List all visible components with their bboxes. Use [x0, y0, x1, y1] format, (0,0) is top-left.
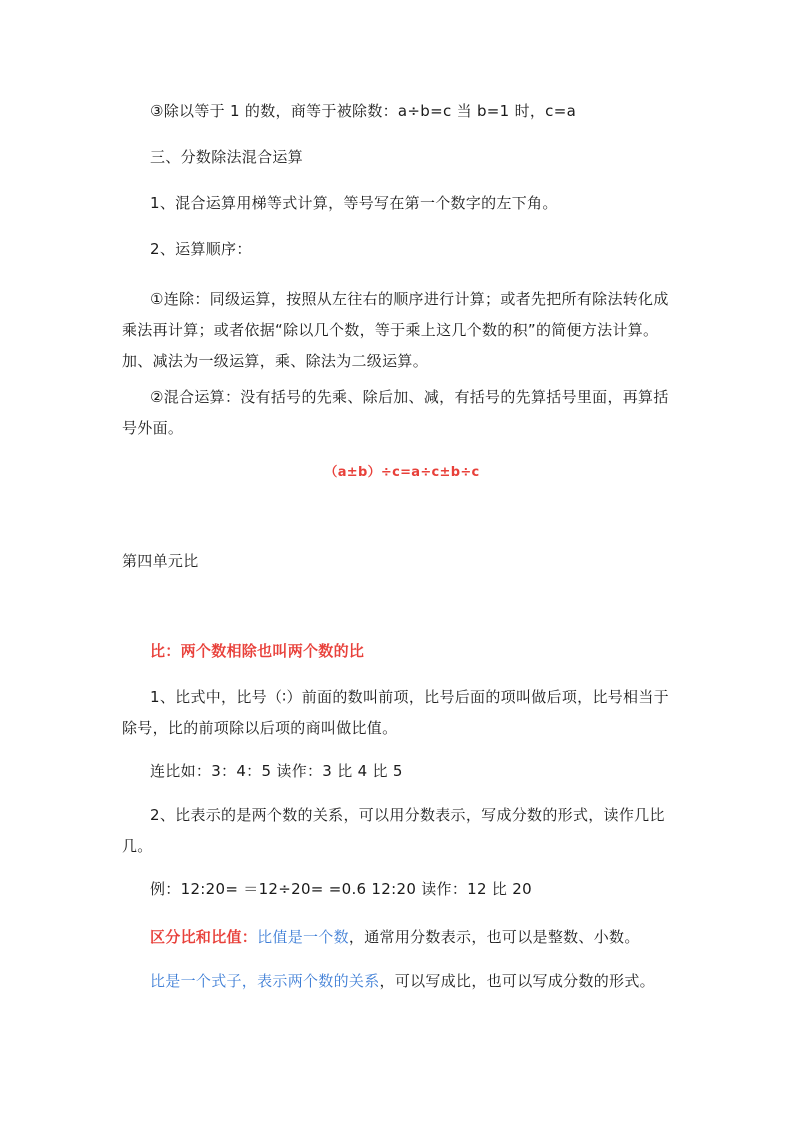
continued-ratio-text: 连比如：3：4：5 读作：3 比 4 比 5 [150, 762, 403, 780]
worked-example-text: 例：12:20= ＝12÷20= =0.6 12:20 读作：12 比 20 [150, 880, 532, 898]
ratio-definition [122, 636, 682, 667]
ratio-terms-text: 1、比式中，比号（∶）前面的数叫前项，比号后面的项叫做后项，比号相当于除号，比的前项除以后项的商叫做比值。 [122, 688, 669, 737]
distinguish-ratio-and-value [122, 922, 682, 953]
distributive-formula [122, 457, 682, 488]
ratio-definition-text: 比：两个数相除也叫两个数的比 [150, 642, 365, 660]
formula-text: （a±b）÷c=a÷c±b÷c [324, 465, 480, 480]
distinguish-rest: ，通常用分数表示，也可以是整数、小数。 [348, 928, 640, 946]
ratio-terms-explanation [122, 682, 682, 744]
point-2-text: 2、运算顺序： [150, 240, 252, 258]
point-1-ladder-calc [122, 188, 682, 219]
ratio-is-expression [122, 966, 682, 997]
ratio-worked-example [122, 874, 682, 905]
section-heading-mixed-operations [122, 142, 682, 173]
rule-divide-by-one [122, 96, 682, 127]
rule-divide-by-one-text: ③除以等于 1 的数，商等于被除数：a÷b=c 当 b=1 时，c=a [150, 102, 577, 120]
unit-title [122, 546, 682, 577]
distinguish-label: 区分比和比值： [150, 928, 258, 946]
continued-ratio-example [122, 756, 682, 787]
point-1-text: 1、混合运算用梯等式计算，等号写在第一个数字的左下角。 [150, 194, 558, 212]
point-2-order [122, 234, 682, 265]
ratio-relation-explanation [122, 800, 682, 862]
rule-consecutive-division [122, 284, 682, 377]
unit-title-text: 第四单元比 [122, 552, 199, 570]
ratio-value-is-number: 比值是一个数 [257, 928, 349, 946]
rule-consecutive-division-text: ①连除：同级运算，按照从左往右的顺序进行计算；或者先把所有除法转化成乘法再计算；或者依据“除以几个数，等于乘上这几个数的积”的简便方法计算。加、减法为一级运算，乘、除法为二级运算。 [122, 290, 669, 370]
section-heading-text: 三、分数除法混合运算 [150, 148, 304, 166]
rule-mixed-operations [122, 382, 682, 444]
rule-mixed-operations-text: ②混合运算：没有括号的先乘、除后加、减，有括号的先算括号里面，再算括号外面。 [122, 388, 669, 437]
ratio-relation-text: 2、比表示的是两个数的关系，可以用分数表示，写成分数的形式，读作几比几。 [122, 806, 665, 855]
ratio-is-expression-rest: ，可以写成比，也可以写成分数的形式。 [379, 972, 655, 990]
ratio-is-expression-blue: 比是一个式子，表示两个数的关系 [150, 972, 380, 990]
